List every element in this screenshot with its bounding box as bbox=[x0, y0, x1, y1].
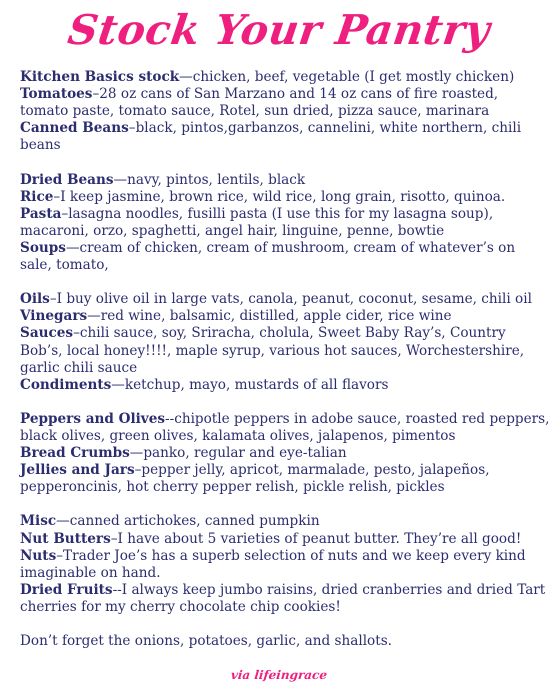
item-text: Trader Joe’s has a superb selection of nuts and we keep every kind imaginable on hand. bbox=[20, 547, 526, 581]
list-item bbox=[20, 86, 550, 120]
list-item bbox=[20, 513, 550, 530]
item-text: chipotle peppers in adobe sauce, roasted red peppers, black olives, green olives, kalamata olives, jalapenos, pimentos bbox=[20, 410, 550, 444]
source-credit: via lifeingrace bbox=[230, 668, 328, 682]
item-label: Nuts bbox=[20, 547, 57, 564]
page-title: Stock Your Pantry bbox=[65, 6, 493, 54]
list-item bbox=[20, 377, 550, 394]
item-text: I have about 5 varieties of peanut butter. They’re all good! bbox=[117, 530, 522, 547]
item-separator: – bbox=[73, 325, 80, 342]
item-text: chicken, beef, vegetable (I get mostly chicken) bbox=[192, 69, 515, 85]
item-label: Kitchen Basics stock bbox=[20, 69, 180, 85]
list-item bbox=[20, 308, 550, 325]
item-text: panko, regular and eye-talian bbox=[143, 445, 347, 462]
footer-note: Don’t forget the onions, potatoes, garlic, and shallots. bbox=[20, 633, 392, 650]
pantry-group-misc bbox=[20, 513, 550, 616]
item-label: Soups bbox=[20, 239, 66, 256]
item-separator: –28 bbox=[92, 86, 117, 103]
item-separator: — bbox=[111, 376, 125, 393]
item-separator: – bbox=[53, 188, 61, 205]
item-text: navy, pintos, lentils, black bbox=[127, 171, 306, 188]
item-label: Rice bbox=[20, 188, 54, 205]
list-item bbox=[20, 531, 550, 548]
list-item bbox=[20, 206, 550, 240]
item-text: ketchup, mayo, mustards of all flavors bbox=[124, 376, 389, 393]
list-item bbox=[20, 445, 550, 462]
item-separator: — bbox=[65, 239, 80, 256]
item-label: Sauces bbox=[20, 325, 74, 342]
item-text: I buy olive oil in large vats, canola, peanut, coconut, sesame, chili oil bbox=[56, 291, 532, 308]
item-text: canned artichokes, canned pumpkin bbox=[69, 513, 320, 530]
item-label: Tomatoes bbox=[20, 86, 93, 103]
item-text: chili sauce, soy, Sriracha, cholula, Sweet Baby Ray’s, Country Bob’s, local honey!!!!, maple syrup, various hot sauces, Worchestershire, garlic chili sauce bbox=[20, 325, 525, 376]
pantry-group-basics bbox=[20, 69, 550, 154]
item-separator: – bbox=[56, 547, 64, 564]
item-separator: — bbox=[113, 171, 128, 188]
item-label: Vinegars bbox=[20, 308, 88, 325]
item-separator: — bbox=[179, 69, 193, 85]
item-label: Canned Beans bbox=[20, 120, 129, 137]
pantry-group-dry-goods bbox=[20, 172, 550, 275]
item-separator: — bbox=[56, 513, 70, 530]
list-item bbox=[20, 120, 550, 154]
list-item bbox=[20, 291, 550, 308]
item-label: Pasta bbox=[20, 205, 62, 222]
item-label: Dried Beans bbox=[20, 171, 114, 188]
item-separator: – bbox=[134, 462, 142, 479]
item-label: Peppers and Olives bbox=[20, 410, 166, 427]
item-text: I keep jasmine, brown rice, wild rice, long grain, risotto, quinoa. bbox=[60, 188, 506, 205]
item-text: oz cans of San Marzano and 14 oz cans of fire roasted, tomato paste, tomato sauce, Rotel, sun dried, pizza sauce, marinara bbox=[20, 86, 499, 120]
list-item bbox=[20, 172, 550, 189]
item-text: cream of chicken, cream of mushroom, cream of whatever’s on sale, tomato, bbox=[20, 239, 516, 274]
item-separator: — bbox=[129, 445, 144, 462]
item-text: I always keep jumbo raisins, dried cranberries and dried Tart cherries for my cherry chocolate chip cookies! bbox=[20, 581, 546, 615]
list-item bbox=[20, 69, 550, 86]
item-text: black, pintos,garbanzos, cannelini, white northern, chili beans bbox=[20, 120, 522, 154]
item-text: red wine, balsamic, distilled, apple cider, rice wine bbox=[100, 308, 452, 325]
item-label: Misc bbox=[20, 513, 57, 530]
item-text: pepper jelly, apricot, marmalade, pesto, jalapeños, pepperoncinis, hot cherry pepper relish, pickle relish, pickles bbox=[20, 462, 490, 496]
list-item bbox=[20, 189, 550, 206]
item-separator: — bbox=[87, 308, 101, 325]
item-separator: -- bbox=[165, 410, 175, 427]
pantry-group-jars bbox=[20, 411, 550, 496]
list-item bbox=[20, 240, 550, 274]
item-label: Bread Crumbs bbox=[20, 445, 130, 462]
item-separator: – bbox=[110, 530, 118, 547]
item-label: Dried Fruits bbox=[20, 581, 113, 598]
list-item bbox=[20, 325, 550, 376]
item-label: Nut Butters bbox=[20, 530, 111, 547]
item-label: Oils bbox=[20, 291, 50, 308]
item-text: lasagna noodles, fusilli pasta (I use this for my lasagna soup), macaroni, orzo, spaghetti, angel hair, linguine, penne, bowtie bbox=[20, 205, 494, 239]
list-item bbox=[20, 548, 550, 582]
item-separator: – bbox=[128, 120, 136, 137]
item-separator: -- bbox=[112, 581, 122, 598]
list-item bbox=[20, 462, 550, 496]
item-separator: – bbox=[49, 291, 57, 308]
list-item bbox=[20, 582, 550, 616]
item-label: Condiments bbox=[20, 376, 112, 393]
item-separator: – bbox=[61, 205, 69, 222]
item-label: Jellies and Jars bbox=[20, 462, 135, 479]
list-item bbox=[20, 411, 550, 445]
pantry-group-sauces bbox=[20, 291, 550, 394]
pantry-list bbox=[20, 69, 550, 650]
